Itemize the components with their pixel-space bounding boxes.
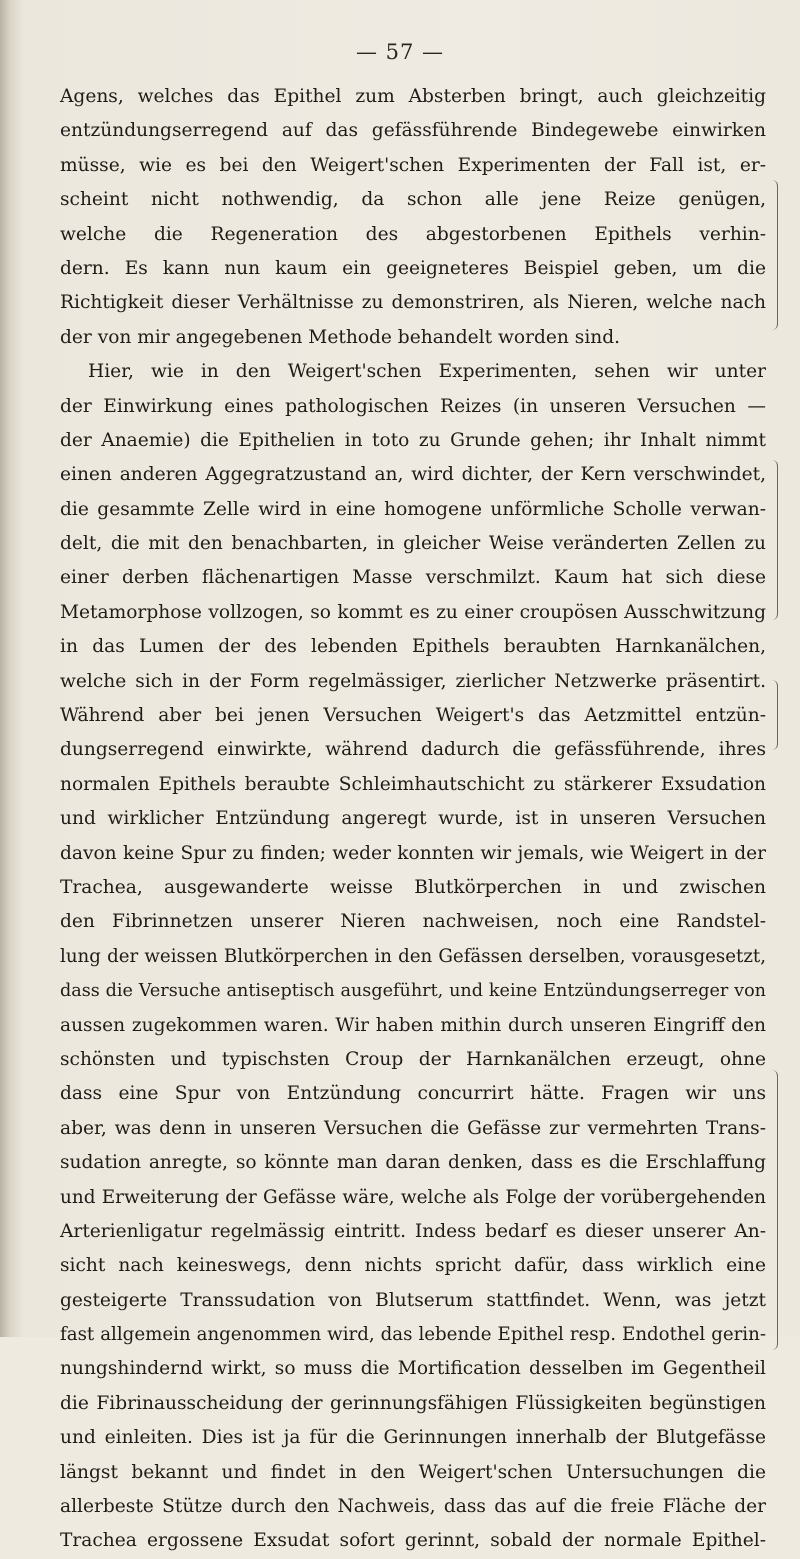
text-line: Richtigkeit dieser Verhältnisse zu demonstriren, als Nieren, welche nach [60,292,766,314]
text-line: schönsten und typischsten Croup der Harnkanälchen erzeugt, ohne [60,1048,766,1070]
text-line: dass die Versuche antiseptisch ausgeführt, und keine Entzündungserreger von [60,981,766,1002]
text-line: welche die Regeneration des abgestorbenen Epithels verhin- [60,223,766,245]
text-line: normalen Epithels beraubte Schleimhautschicht zu stärkerer Exsudation [60,773,766,795]
text-line: der von mir angegebenen Methode behandelt worden sind. [60,326,621,348]
text-line: dungserregend einwirkte, während dadurch die gefässführende, ihres [60,739,766,761]
text-line: sudation anregte, so könnte man daran denken, dass es die Erschlaffung [60,1152,766,1174]
text-line: der Anaemie) die Epithelien in toto zu Grunde gehen; ihr Inhalt nimmt [60,429,766,451]
text-line: welche sich in der Form regelmässiger, zierlicher Netzwerke präsentirt. [60,670,766,692]
page-number: — 57 — [355,40,445,64]
margin-mark [771,1070,778,1350]
text-line: scheint nicht nothwendig, da schon alle jene Reize genügen, [60,189,766,211]
text-line: die gesammte Zelle wird in eine homogene unförmliche Scholle verwan- [60,498,766,520]
text-line: allerbeste Stütze durch den Nachweis, dass das auf die freie Fläche der [60,1496,766,1518]
text-line: Metamorphose vollzogen, so kommt es zu einer croupösen Ausschwitzung [60,601,766,623]
text-line: entzündungserregend auf das gefässführende Bindegewebe einwirken [60,120,766,142]
text-line: dern. Es kann nun kaum ein geeigneteres Beispiel geben, um die [60,257,766,279]
margin-mark [771,680,778,750]
margin-marks [766,80,778,1310]
text-line: davon keine Spur zu finden; weder konnten wir jemals, wie Weigert in der [60,842,766,864]
text-line: müsse, wie es bei den Weigert'schen Experimenten der Fall ist, er- [60,154,766,176]
text-line: nungshindernd wirkt, so muss die Mortification desselben im Gegentheil [60,1358,766,1380]
text-line: Arterienligatur regelmässig eintritt. Indess bedarf es dieser unserer An- [60,1220,766,1242]
margin-mark [771,460,778,620]
text-line: dass eine Spur von Entzündung concurrirt hätte. Fragen wir uns [60,1083,766,1105]
text-line: einer derben flächenartigen Masse verschmilzt. Kaum hat sich diese [60,567,766,589]
text-line: Trachea, ausgewanderte weisse Blutkörperchen in und zwischen [60,876,766,898]
text-line: die Fibrinausscheidung der gerinnungsfähigen Flüssigkeiten begünstigen [60,1392,766,1414]
text-line: fast allgemein angenommen wird, das lebende Epithel resp. Endothel gerin- [60,1324,766,1346]
text-line: in das Lumen der des lebenden Epithels beraubten Harnkanälchen, [60,636,766,658]
text-line: gesteigerte Transsudation von Blutserum stattfindet. Wenn, was jetzt [60,1289,766,1311]
text-line: Trachea ergossene Exsudat sofort gerinnt, sobald der normale Epithel- [60,1530,766,1552]
text-line: längst bekannt und findet in den Weigert'schen Untersuchungen die [60,1461,766,1483]
text-line: und wirklicher Entzündung angeregt wurde, ist in unseren Versuchen [60,808,766,830]
text-line: einen anderen Aggegratzustand an, wird dichter, der Kern verschwindet, [60,464,766,486]
text-line: sicht nach keineswegs, denn nichts spricht dafür, dass wirklich eine [60,1255,766,1277]
text-line: aber, was denn in unseren Versuchen die Gefässe zur vermehrten Trans- [60,1117,766,1139]
text-line: den Fibrinnetzen unserer Nieren nachweisen, noch eine Randstel- [60,911,766,933]
text-line: lung der weissen Blutkörperchen in den Gefässen derselben, vorausgesetzt, [60,945,766,967]
text-line: aussen zugekommen waren. Wir haben mithin durch unseren Eingriff den [60,1014,766,1036]
text-line: und Erweiterung der Gefässe wäre, welche als Folge der vorübergehenden [60,1186,766,1208]
text-line: Agens, welches das Epithel zum Absterben bringt, auch gleichzeitig [60,86,766,107]
text-line: delt, die mit den benachbarten, in gleicher Weise veränderten Zellen zu [60,533,766,555]
margin-mark [771,180,778,330]
text-line: und einleiten. Dies ist ja für die Gerinnungen innerhalb der Blutgefässe [60,1427,766,1449]
text-line: Hier, wie in den Weigert'schen Experimenten, sehen wir unter [88,361,766,383]
text-line: der Einwirkung eines pathologischen Reizes (in unseren Versuchen — [60,395,766,417]
text-line: Während aber bei jenen Versuchen Weigert's das Aetzmittel entzün- [60,705,766,727]
